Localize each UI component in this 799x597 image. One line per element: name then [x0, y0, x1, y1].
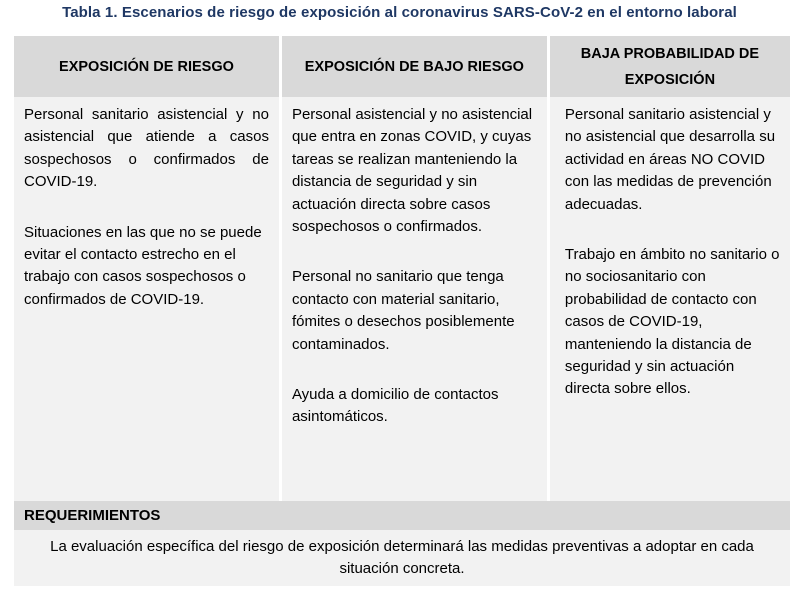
cell-paragraph: Trabajo en ámbito no sanitario o no sociosanitario con probabilidad de contacto con casos de COVID-19, manteniendo la distancia de seguridad y sin actuación directa sobre ellos. — [564, 246, 780, 398]
cell-paragraph: Personal sanitario asistencial y no asistencial que desarrolla su actividad en áreas NO COVID con las medidas de prevención adecuadas. — [564, 106, 776, 213]
cell-exposicion-riesgo — [14, 97, 279, 501]
header-exposicion-bajo-riesgo: EXPOSICIÓN DE BAJO RIESGO — [282, 36, 547, 97]
header-exposicion-riesgo: EXPOSICIÓN DE RIESGO — [14, 36, 279, 97]
header-baja-probabilidad: BAJA PROBABILIDAD DE EXPOSICIÓN — [550, 36, 790, 97]
cell-exposicion-bajo-riesgo — [282, 97, 547, 501]
cell-paragraph: Ayuda a domicilio de contactos asintomáticos. — [291, 386, 499, 426]
table-header-row — [14, 36, 790, 97]
requirements-text: La evaluación específica del riesgo de exposición determinará las medidas preventivas a adoptar en cada situación concreta. — [14, 530, 790, 586]
cell-paragraph: Personal sanitario asistencial y no asistencial que atiende a casos sospechosos o confirmados de COVID-19. — [24, 106, 269, 191]
cell-paragraph: Personal asistencial y no asistencial que entra en zonas COVID, y cuyas tareas se realizan manteniendo la distancia de seguridad y sin actuación directa sobre casos sospechosos o confirmados. — [291, 106, 533, 236]
table-caption: Tabla 1. Escenarios de riesgo de exposición al coronavirus SARS-CoV-2 en el entorno laboral — [62, 4, 737, 21]
cell-paragraph: Situaciones en las que no se puede evitar el contacto estrecho en el trabajo con casos sospechosos o confirmados de COVID-19. — [24, 223, 262, 308]
risk-scenarios-table — [14, 36, 790, 586]
table-body-row — [14, 97, 790, 501]
cell-baja-probabilidad — [550, 97, 790, 501]
requirements-title: REQUERIMIENTOS — [14, 501, 790, 530]
cell-paragraph: Personal no sanitario que tenga contacto con material sanitario, fómites o desechos posiblemente contaminados. — [291, 268, 515, 353]
